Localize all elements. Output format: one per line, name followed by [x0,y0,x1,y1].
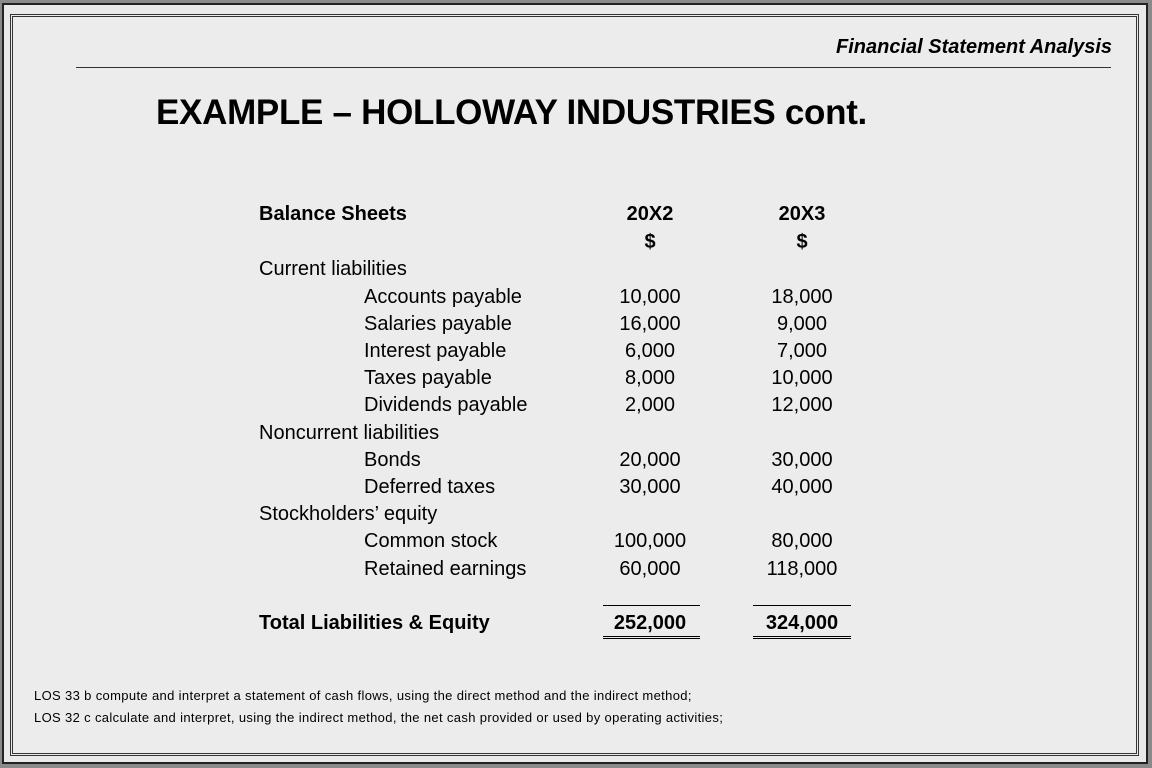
value-20x3: 40,000 [771,476,833,498]
section-noncurrent-liabilities [0,422,1152,449]
section-label: Stockholders’ equity [259,503,438,525]
row-label: Taxes payable [364,367,492,389]
value-20x2: 6,000 [624,340,676,362]
row-label: Bonds [364,449,421,471]
table-row [0,313,1152,340]
table-row [0,558,1152,585]
column-year-20x2: 20X2 [626,203,674,225]
value-20x2: 16,000 [619,313,681,335]
table-heading: Balance Sheets [259,203,407,225]
total-value-20x3: 324,000 [765,612,839,634]
row-label: Deferred taxes [364,476,496,498]
value-20x2: 8,000 [624,367,676,389]
slide-title: EXAMPLE – HOLLOWAY INDUSTRIES cont. [156,93,867,132]
column-year-20x3: 20X3 [778,203,826,225]
footnote-los-33b: LOS 33 b compute and interpret a statement of cash flows, using the direct method and the indirect method; [34,688,692,703]
section-stockholders-equity [0,503,1152,530]
value-20x3: 9,000 [776,313,828,335]
table-row [0,340,1152,367]
value-20x3: 18,000 [771,286,833,308]
value-20x3: 118,000 [766,558,838,580]
value-20x3: 12,000 [771,394,833,416]
table-header-row [0,203,1152,230]
value-20x3: 30,000 [771,449,833,471]
value-20x3: 10,000 [771,367,833,389]
table-unit-row [0,231,1152,258]
value-20x2: 20,000 [619,449,681,471]
sum-rule-20x2 [603,605,700,606]
header-title: Financial Statement Analysis [835,36,1112,58]
row-label: Common stock [364,530,498,552]
footnote-los-32c: LOS 32 c calculate and interpret, using the indirect method, the net cash provided or used by operating activities; [34,710,724,725]
section-current-liabilities [0,258,1152,285]
table-row [0,367,1152,394]
table-row [0,530,1152,557]
value-20x2: 2,000 [624,394,676,416]
value-20x3: 7,000 [776,340,828,362]
row-label: Interest payable [364,340,507,362]
table-row [0,449,1152,476]
header-divider [76,67,1111,68]
total-label: Total Liabilities & Equity [259,612,490,634]
value-20x2: 30,000 [619,476,681,498]
total-double-rule-20x3 [753,636,851,639]
row-label: Salaries payable [364,313,512,335]
total-row [0,612,1152,639]
value-20x3: 80,000 [771,530,833,552]
table-row [0,286,1152,313]
total-value-20x2: 252,000 [613,612,687,634]
value-20x2: 100,000 [613,530,687,552]
column-unit-20x3: $ [796,231,808,253]
table-row [0,476,1152,503]
table-row [0,394,1152,421]
column-unit-20x2: $ [644,231,656,253]
row-label: Dividends payable [364,394,528,416]
value-20x2: 10,000 [619,286,681,308]
row-label: Accounts payable [364,286,522,308]
sum-rule-20x3 [753,605,851,606]
section-label: Noncurrent liabilities [259,422,440,444]
row-label: Retained earnings [364,558,527,580]
value-20x2: 60,000 [619,558,681,580]
section-label: Current liabilities [259,258,407,280]
total-double-rule-20x2 [603,636,700,639]
